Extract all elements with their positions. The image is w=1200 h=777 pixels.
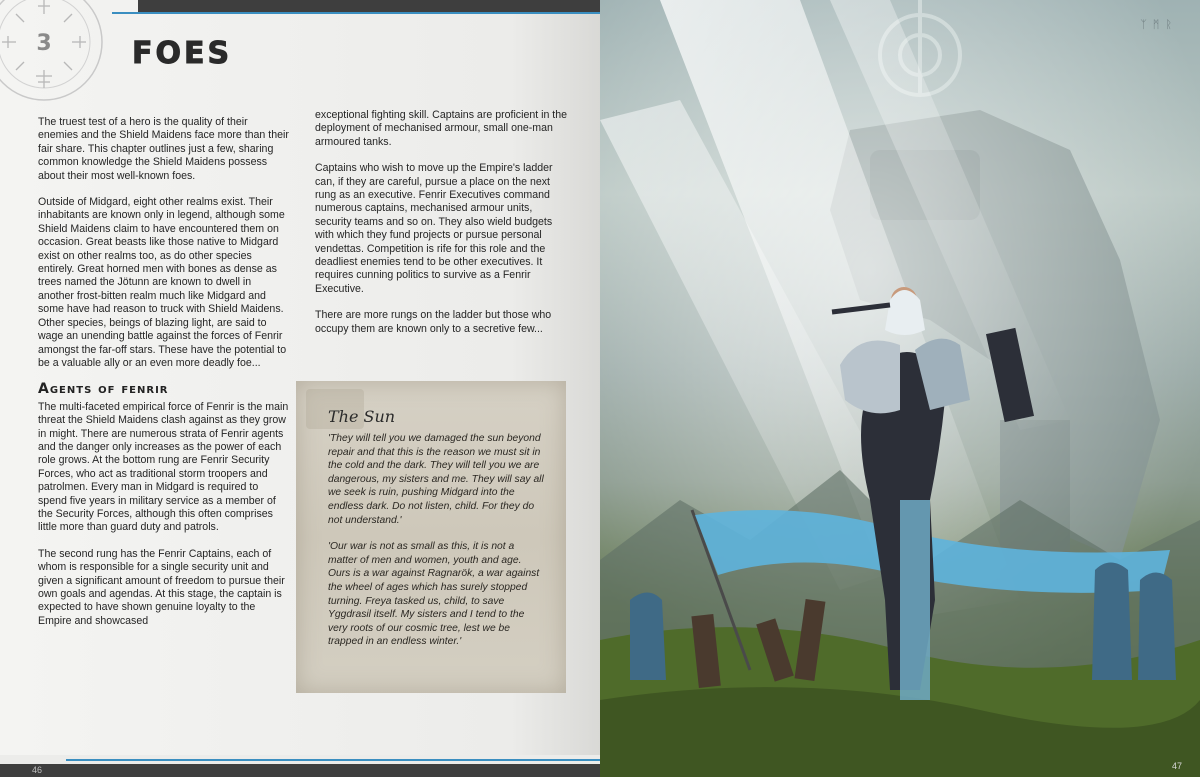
sidebar-box [296, 381, 566, 693]
text-column-1 [38, 116, 290, 641]
footer-accent-line [66, 759, 600, 761]
page-number: 46 [32, 765, 43, 775]
paragraph: Captains who wish to move up the Empire's ladder can, if they are careful, pursue a place on the next rung as an executive. Fenrir Executives command numerous captains, mechanised armour units, security teams and so on. They also wield budgets with which they fund projects or pursue personal vendettas. Competition is rife for this role and the deadliest enemies tend to be other executives. It requires cunning politics to survive as a Fenrir Executive. [315, 162, 553, 295]
paragraph: The second rung has the Fenrir Captains, each of whom is responsible for a single security unit and given a significant amount of freedom to pursue their own goals and agendas. At this stage, the captain is expected to have shown genuine loyalty to the Empire and showcased [38, 547, 285, 627]
section-heading: Agents of fenrir [38, 381, 169, 398]
rune-marks: ᛉᛗᚱ [1140, 18, 1178, 31]
paragraph: Outside of Midgard, eight other realms exist. Their inhabitants are known only in legend, although some Shield Maidens claim to have encountered them on occasion. Great beasts like those native to Midgard exist on other realms too, as do other species entirely. Great horned men with bones as dense as trees named the Jötunn are known to dwell in another frost-bitten realm much like Midgard and some have had reason to truck with Shield Maidens. Other species, beings of blazing light, are said to wage an unending battle against the forces of Fenrir amongst the far-off stars. These have the potential to be a valuable ally or an even more deadly foe... [38, 196, 287, 369]
chapter-emblem-icon [0, 0, 108, 106]
text-column-2 [315, 109, 571, 349]
chapter-title: FOES [132, 36, 233, 71]
paragraph: There are more rungs on the ladder but those who occupy them are known only to a secretive few... [315, 309, 552, 335]
sidebar-quote: 'Our war is not as small as this, it is not a matter of men and women, youth and age. Ours is a war against Ragnarök, a war against the wheel of ages which has surely stopped turning. Freya tasked us, child, to save Yggdrasil itself. My sisters and I tend to the very roots of our cosmic tree, lest we be trapped in an endless winter.' [328, 541, 540, 648]
page-number: 47 [1171, 761, 1182, 771]
paragraph: The multi-faceted empirical force of Fenrir is the main threat the Shield Maidens clash against as they grow in might. There are numerous strata of Fenrir agents and the danger only increases as the power of each role grows. At the bottom rung are Fenrir Security Forces, who act as traditional storm troopers and patrolmen. Every man in Midgard is required to spend five years in military service as a member of the Security Forces, although this often comprises little more than guard duty and patrols. [38, 400, 289, 534]
illustration [600, 0, 1200, 777]
sidebar-quote: 'They will tell you we damaged the sun beyond repair and that this is the reason we must sit in the cold and the dark. They will tell you we are dangerous, my sisters and me. They will say all we seek is ruin, pushing Midgard into the endless dark. Do not listen, child. For they do not understand.' [328, 433, 544, 526]
chapter-number: 3 [36, 31, 52, 56]
paragraph: exceptional fighting skill. Captains are proficient in the deployment of mechanised armour, small one-man armoured tanks. [315, 109, 568, 148]
header-accent-line [112, 12, 600, 20]
paragraph: The truest test of a hero is the quality of their enemies and the Shield Maidens face more than their fair share. This chapter outlines just a few, sharing common knowledge the Shield Maidens possess about their most well-known foes. [38, 116, 289, 182]
right-page [600, 0, 1200, 777]
footer-bar [0, 764, 600, 777]
sidebar-title: The Sun [328, 407, 396, 426]
